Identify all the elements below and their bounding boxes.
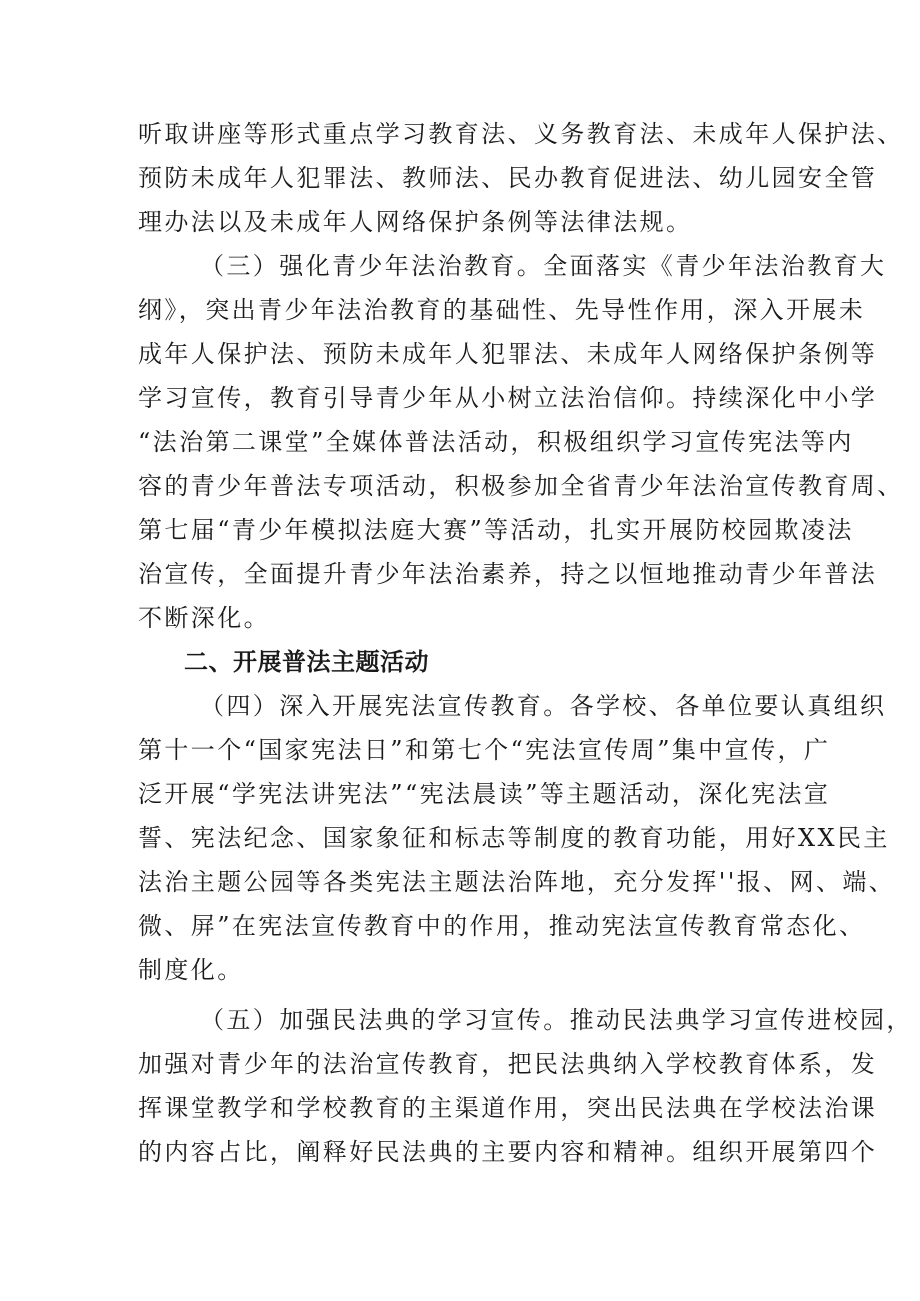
section-four-line: 法治主题公园等各类宪法主题法治阵地，充分发挥''报、网、端、 [138, 868, 896, 896]
section-three-line: 成年人保护法、预防未成年人犯罪法、未成年人网络保护条例等 [138, 340, 878, 368]
paragraph-line: 理办法以及未成年人网络保护条例等法律法规。 [138, 208, 693, 236]
section-three-line: 容的青少年普法专项活动，积极参加全省青少年法治宣传教育周、 [138, 472, 904, 500]
section-four-line: 制度化。 [138, 956, 244, 984]
section-five-line: 挥课堂教学和学校教育的主渠道作用，突出民法典在学校法治课 [138, 1094, 878, 1122]
section-three-line: 第七届“青少年模拟法庭大赛”等活动，扎实开展防校园欺凌法 [138, 516, 854, 544]
section-heading: 二、开展普法主题活动 [184, 648, 429, 676]
section-four-line: （四）深入开展宪法宣传教育。各学校、各单位要认真组织 [200, 692, 887, 720]
section-five-line: 的内容占比，阐释好民法典的主要内容和精神。组织开展第四个 [138, 1138, 878, 1166]
section-four-line: 泛开展“学宪法讲宪法”“宪法晨读”等主题活动，深化宪法宣 [138, 780, 831, 808]
section-four-line: 微、屏”在宪法宣传教育中的作用，推动宪法宣传教育常态化、 [138, 912, 866, 940]
section-three-line: 不断深化。 [138, 604, 270, 632]
section-five-line: 加强对青少年的法治宣传教育，把民法典纳入学校教育体系，发 [138, 1050, 878, 1078]
section-four-line: 第十一个“国家宪法日”和第七个“宪法宣传周”集中宣传，广 [138, 736, 831, 764]
section-three-line: 学习宣传，教育引导青少年从小树立法治信仰。持续深化中小学 [138, 384, 878, 412]
section-three-line: 纲》，突出青少年法治教育的基础性、先导性作用，深入开展未 [138, 296, 866, 324]
paragraph-line: 预防未成年人犯罪法、教师法、民办教育促进法、幼儿园安全管 [138, 164, 878, 192]
paragraph-line: 听取讲座等形式重点学习教育法、义务教育法、未成年人保护法、 [138, 120, 904, 148]
section-three-line: 治宣传，全面提升青少年法治素养，持之以恒地推动青少年普法 [138, 560, 878, 588]
section-five-line: （五）加强民法典的学习宣传。推动民法典学习宣传进校园， [200, 1006, 913, 1034]
section-three-line: （三）强化青少年法治教育。全面落实《青少年法治教育大 [200, 252, 887, 280]
section-four-line: 誓、宪法纪念、国家象征和标志等制度的教育功能，用好XX民主 [138, 824, 890, 852]
section-three-line: “法治第二课堂”全媒体普法活动，积极组织学习宣传宪法等内 [138, 428, 854, 456]
